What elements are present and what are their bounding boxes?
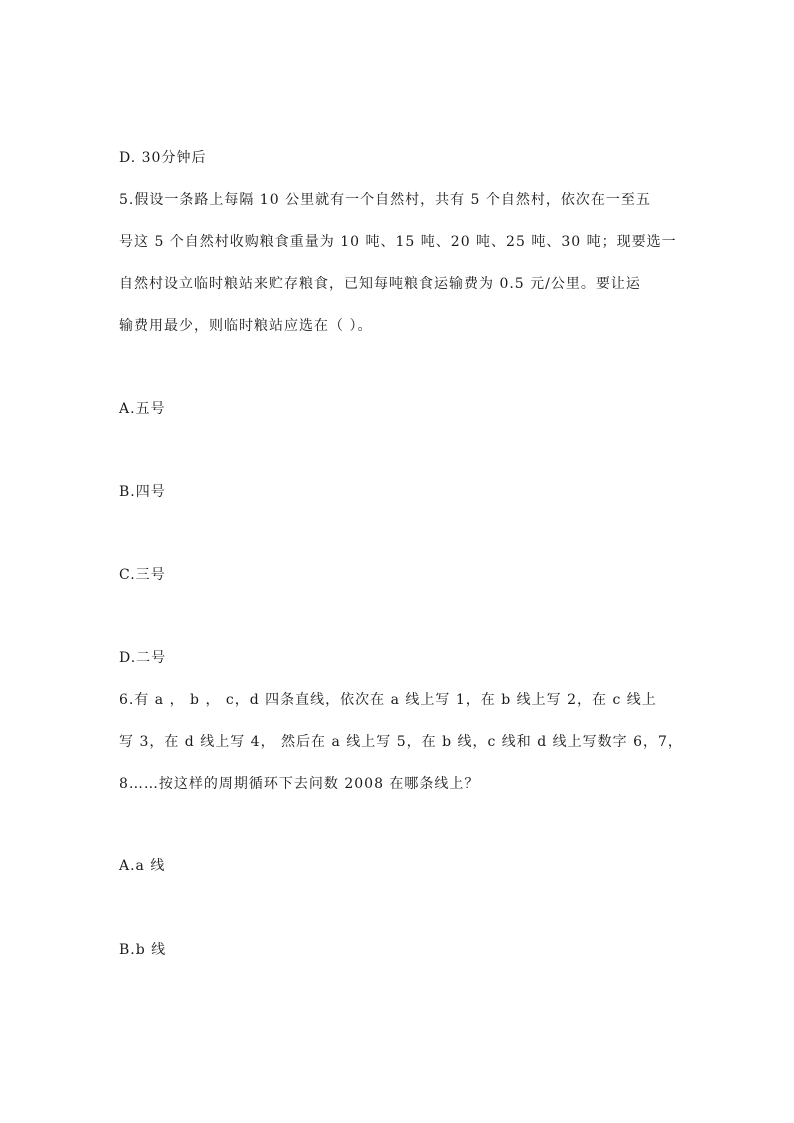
q6-option-b: B.b 线 <box>119 942 167 958</box>
q5-option-b: B.四号 <box>119 484 166 500</box>
q5-text-line-4: 输费用最少，则临时粮站应选在（ ）。 <box>119 318 373 334</box>
q5-option-a: A.五号 <box>119 401 166 417</box>
q5-text-line-2: 号这 5 个自然村收购粮食重量为 10 吨、15 吨、20 吨、25 吨、30 吨；现要选一 <box>119 234 677 250</box>
q6-text-line-3: 8……按这样的周期循环下去问数 2008 在哪条线上？ <box>119 776 480 792</box>
q5-option-d: D.二号 <box>119 650 167 666</box>
q5-option-c: C.三号 <box>119 567 166 583</box>
q6-option-a: A.a 线 <box>119 858 166 874</box>
q6-text-line-2: 写 3，在 d 线上写 4， 然后在 a 线上写 5，在 b 线，c 线和 d 线上写数字 6，7， <box>119 734 683 750</box>
q5-text-line-1: 5.假设一条路上每隔 10 公里就有一个自然村，共有 5 个自然村，依次在一至五 <box>119 192 651 208</box>
q4-option-d: D. 30分钟后 <box>119 150 207 166</box>
q6-text-line-1: 6.有 a ， b ， c，d 四条直线，依次在 a 线上写 1，在 b 线上写 2，在 c 线上 <box>119 692 657 708</box>
q5-text-line-3: 自然村设立临时粮站来贮存粮食，已知每吨粮食运输费为 0.5 元/公里。要让运 <box>119 276 641 292</box>
